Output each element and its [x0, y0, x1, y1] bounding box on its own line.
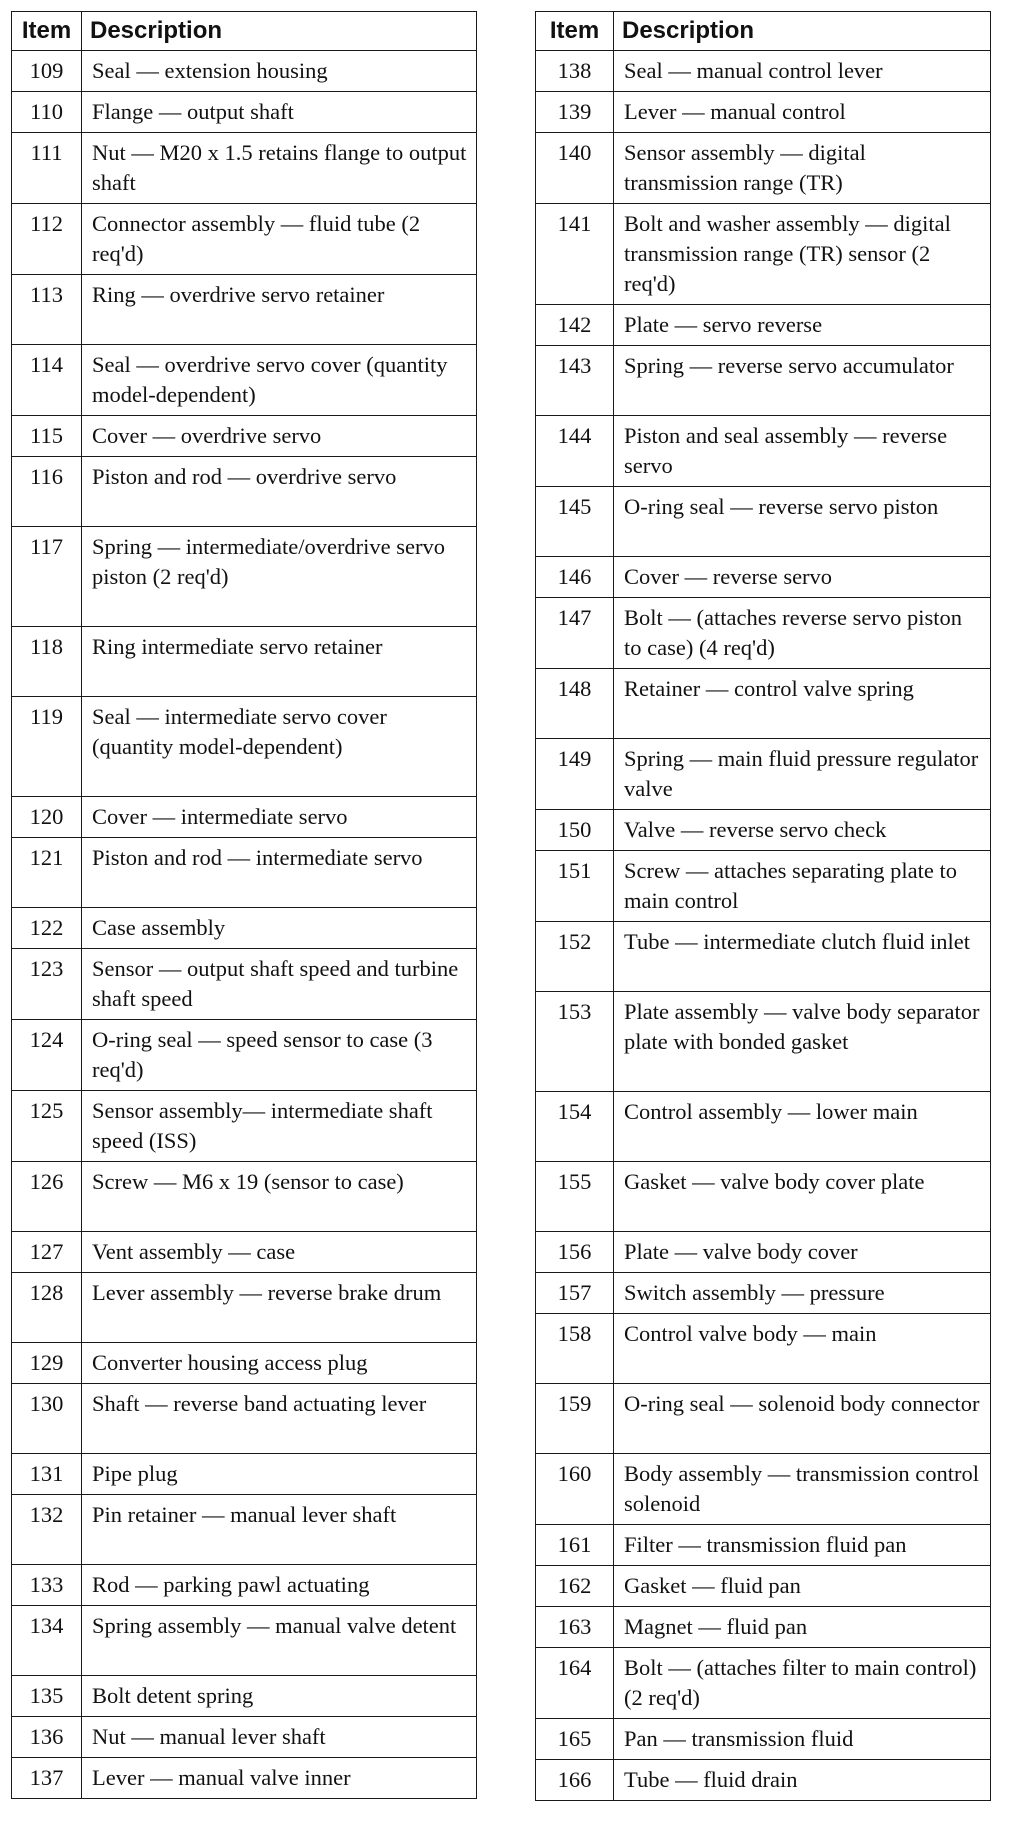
item-description: Gasket — fluid pan [614, 1566, 991, 1607]
table-row [12, 1565, 477, 1606]
item-description: Magnet — fluid pan [614, 1607, 991, 1648]
item-description: Control valve body — main [614, 1314, 991, 1384]
item-number: 135 [12, 1676, 82, 1717]
item-number: 123 [12, 949, 82, 1020]
table-row [536, 1607, 991, 1648]
parts-rows-left [12, 51, 477, 1799]
item-number: 148 [536, 669, 614, 739]
table-row [12, 1162, 477, 1232]
table-row [536, 346, 991, 416]
table-row [12, 1676, 477, 1717]
table-row [12, 1384, 477, 1454]
item-number: 160 [536, 1454, 614, 1525]
item-number: 112 [12, 204, 82, 275]
item-number: 158 [536, 1314, 614, 1384]
item-number: 117 [12, 527, 82, 627]
header-item: Item [536, 12, 614, 51]
item-number: 132 [12, 1495, 82, 1565]
item-number: 152 [536, 922, 614, 992]
item-number: 156 [536, 1232, 614, 1273]
table-row [536, 416, 991, 487]
table-row [536, 851, 991, 922]
table-row [12, 1606, 477, 1676]
item-description: Lever — manual control [614, 92, 991, 133]
item-description: Spring — intermediate/overdrive servo piston (2 req'd) [82, 527, 477, 627]
table-row [12, 204, 477, 275]
table-row [12, 1758, 477, 1799]
item-number: 164 [536, 1648, 614, 1719]
table-row [536, 305, 991, 346]
table-row [536, 1162, 991, 1232]
item-number: 136 [12, 1717, 82, 1758]
item-number: 143 [536, 346, 614, 416]
item-description: Switch assembly — pressure [614, 1273, 991, 1314]
item-description: Bolt — (attaches reverse servo piston to case) (4 req'd) [614, 598, 991, 669]
item-number: 116 [12, 457, 82, 527]
item-description: Filter — transmission fluid pan [614, 1525, 991, 1566]
table-row [536, 1525, 991, 1566]
item-description: Seal — intermediate servo cover (quantity model-dependent) [82, 697, 477, 797]
table-row [536, 1232, 991, 1273]
table-row [12, 1454, 477, 1495]
header-description: Description [82, 12, 477, 51]
table-row [536, 739, 991, 810]
item-description: Body assembly — transmission control solenoid [614, 1454, 991, 1525]
table-row [536, 1566, 991, 1607]
table-row [536, 1314, 991, 1384]
table-row [536, 487, 991, 557]
item-description: Lever assembly — reverse brake drum [82, 1273, 477, 1343]
table-row [12, 275, 477, 345]
table-row [12, 1717, 477, 1758]
item-description: Retainer — control valve spring [614, 669, 991, 739]
item-description: Plate — valve body cover [614, 1232, 991, 1273]
item-number: 134 [12, 1606, 82, 1676]
table-row [536, 557, 991, 598]
item-description: Tube — intermediate clutch fluid inlet [614, 922, 991, 992]
item-description: Pin retainer — manual lever shaft [82, 1495, 477, 1565]
table-row [536, 810, 991, 851]
item-number: 149 [536, 739, 614, 810]
item-description: Control assembly — lower main [614, 1092, 991, 1162]
table-header [12, 12, 477, 51]
item-description: Cover — reverse servo [614, 557, 991, 598]
item-number: 124 [12, 1020, 82, 1091]
table-row [536, 1760, 991, 1801]
table-row [12, 1273, 477, 1343]
item-description: Spring assembly — manual valve detent [82, 1606, 477, 1676]
item-description: Flange — output shaft [82, 92, 477, 133]
table-row [12, 345, 477, 416]
item-description: Rod — parking pawl actuating [82, 1565, 477, 1606]
table-row [536, 51, 991, 92]
item-description: Bolt detent spring [82, 1676, 477, 1717]
item-number: 145 [536, 487, 614, 557]
item-description: Pan — transmission fluid [614, 1719, 991, 1760]
item-number: 111 [12, 133, 82, 204]
item-number: 133 [12, 1565, 82, 1606]
item-description: Seal — extension housing [82, 51, 477, 92]
item-number: 138 [536, 51, 614, 92]
item-description: Spring — reverse servo accumulator [614, 346, 991, 416]
item-description: Seal — manual control lever [614, 51, 991, 92]
item-description: Vent assembly — case [82, 1232, 477, 1273]
item-number: 129 [12, 1343, 82, 1384]
table-row [12, 838, 477, 908]
item-description: Lever — manual valve inner [82, 1758, 477, 1799]
table-row [536, 92, 991, 133]
table-row [536, 1454, 991, 1525]
table-row [12, 51, 477, 92]
table-row [536, 669, 991, 739]
table-row [12, 92, 477, 133]
item-description: Sensor — output shaft speed and turbine shaft speed [82, 949, 477, 1020]
item-description: Bolt — (attaches filter to main control) (2 req'd) [614, 1648, 991, 1719]
table-row [12, 1343, 477, 1384]
table-row [12, 1020, 477, 1091]
item-number: 140 [536, 133, 614, 204]
item-number: 119 [12, 697, 82, 797]
item-number: 120 [12, 797, 82, 838]
item-number: 126 [12, 1162, 82, 1232]
item-description: Pipe plug [82, 1454, 477, 1495]
table-row [12, 416, 477, 457]
item-description: Piston and seal assembly — reverse servo [614, 416, 991, 487]
item-description: Screw — M6 x 19 (sensor to case) [82, 1162, 477, 1232]
item-number: 144 [536, 416, 614, 487]
item-number: 109 [12, 51, 82, 92]
item-number: 122 [12, 908, 82, 949]
item-description: Sensor assembly— intermediate shaft speed (ISS) [82, 1091, 477, 1162]
table-row [536, 598, 991, 669]
table-row [536, 1092, 991, 1162]
item-description: Nut — M20 x 1.5 retains flange to output shaft [82, 133, 477, 204]
item-number: 125 [12, 1091, 82, 1162]
item-number: 113 [12, 275, 82, 345]
parts-rows-right [536, 51, 991, 1801]
item-number: 153 [536, 992, 614, 1092]
table-row [536, 992, 991, 1092]
item-description: Connector assembly — fluid tube (2 req'd) [82, 204, 477, 275]
table-row [12, 949, 477, 1020]
table-row [536, 1273, 991, 1314]
item-number: 163 [536, 1607, 614, 1648]
item-number: 141 [536, 204, 614, 305]
header-description: Description [614, 12, 991, 51]
table-row [12, 527, 477, 627]
table-row [12, 1495, 477, 1565]
table-row [536, 133, 991, 204]
parts-table-right [535, 11, 991, 1801]
table-row [12, 457, 477, 527]
header-item: Item [12, 12, 82, 51]
item-description: O-ring seal — speed sensor to case (3 req'd) [82, 1020, 477, 1091]
item-description: Piston and rod — overdrive servo [82, 457, 477, 527]
table-row [12, 133, 477, 204]
item-number: 142 [536, 305, 614, 346]
item-number: 114 [12, 345, 82, 416]
item-description: Plate assembly — valve body separator plate with bonded gasket [614, 992, 991, 1092]
item-number: 166 [536, 1760, 614, 1801]
table-row [12, 627, 477, 697]
table-row [536, 1648, 991, 1719]
item-description: Screw — attaches separating plate to main control [614, 851, 991, 922]
table-header [536, 12, 991, 51]
item-number: 162 [536, 1566, 614, 1607]
item-description: Plate — servo reverse [614, 305, 991, 346]
item-number: 165 [536, 1719, 614, 1760]
item-description: Cover — intermediate servo [82, 797, 477, 838]
item-description: Spring — main fluid pressure regulator valve [614, 739, 991, 810]
item-number: 157 [536, 1273, 614, 1314]
item-number: 154 [536, 1092, 614, 1162]
table-row [12, 697, 477, 797]
table-row [12, 908, 477, 949]
item-number: 139 [536, 92, 614, 133]
item-description: Seal — overdrive servo cover (quantity model-dependent) [82, 345, 477, 416]
item-description: Nut — manual lever shaft [82, 1717, 477, 1758]
item-number: 137 [12, 1758, 82, 1799]
item-description: Piston and rod — intermediate servo [82, 838, 477, 908]
table-row [12, 1232, 477, 1273]
item-description: Valve — reverse servo check [614, 810, 991, 851]
item-description: O-ring seal — reverse servo piston [614, 487, 991, 557]
item-description: Case assembly [82, 908, 477, 949]
item-number: 146 [536, 557, 614, 598]
item-number: 155 [536, 1162, 614, 1232]
item-number: 127 [12, 1232, 82, 1273]
item-number: 130 [12, 1384, 82, 1454]
item-description: Sensor assembly — digital transmission range (TR) [614, 133, 991, 204]
table-row [12, 797, 477, 838]
item-number: 150 [536, 810, 614, 851]
item-description: Gasket — valve body cover plate [614, 1162, 991, 1232]
item-number: 128 [12, 1273, 82, 1343]
table-row [536, 922, 991, 992]
table-row [12, 1091, 477, 1162]
item-number: 115 [12, 416, 82, 457]
item-description: Converter housing access plug [82, 1343, 477, 1384]
item-number: 131 [12, 1454, 82, 1495]
item-description: Ring intermediate servo retainer [82, 627, 477, 697]
item-description: Bolt and washer assembly — digital transmission range (TR) sensor (2 req'd) [614, 204, 991, 305]
item-number: 159 [536, 1384, 614, 1454]
table-row [536, 204, 991, 305]
item-description: Tube — fluid drain [614, 1760, 991, 1801]
item-description: O-ring seal — solenoid body connector [614, 1384, 991, 1454]
item-number: 118 [12, 627, 82, 697]
parts-table-left [11, 11, 477, 1799]
item-number: 151 [536, 851, 614, 922]
item-number: 147 [536, 598, 614, 669]
table-row [536, 1384, 991, 1454]
item-description: Cover — overdrive servo [82, 416, 477, 457]
item-number: 110 [12, 92, 82, 133]
table-row [536, 1719, 991, 1760]
item-number: 121 [12, 838, 82, 908]
item-number: 161 [536, 1525, 614, 1566]
item-description: Ring — overdrive servo retainer [82, 275, 477, 345]
item-description: Shaft — reverse band actuating lever [82, 1384, 477, 1454]
